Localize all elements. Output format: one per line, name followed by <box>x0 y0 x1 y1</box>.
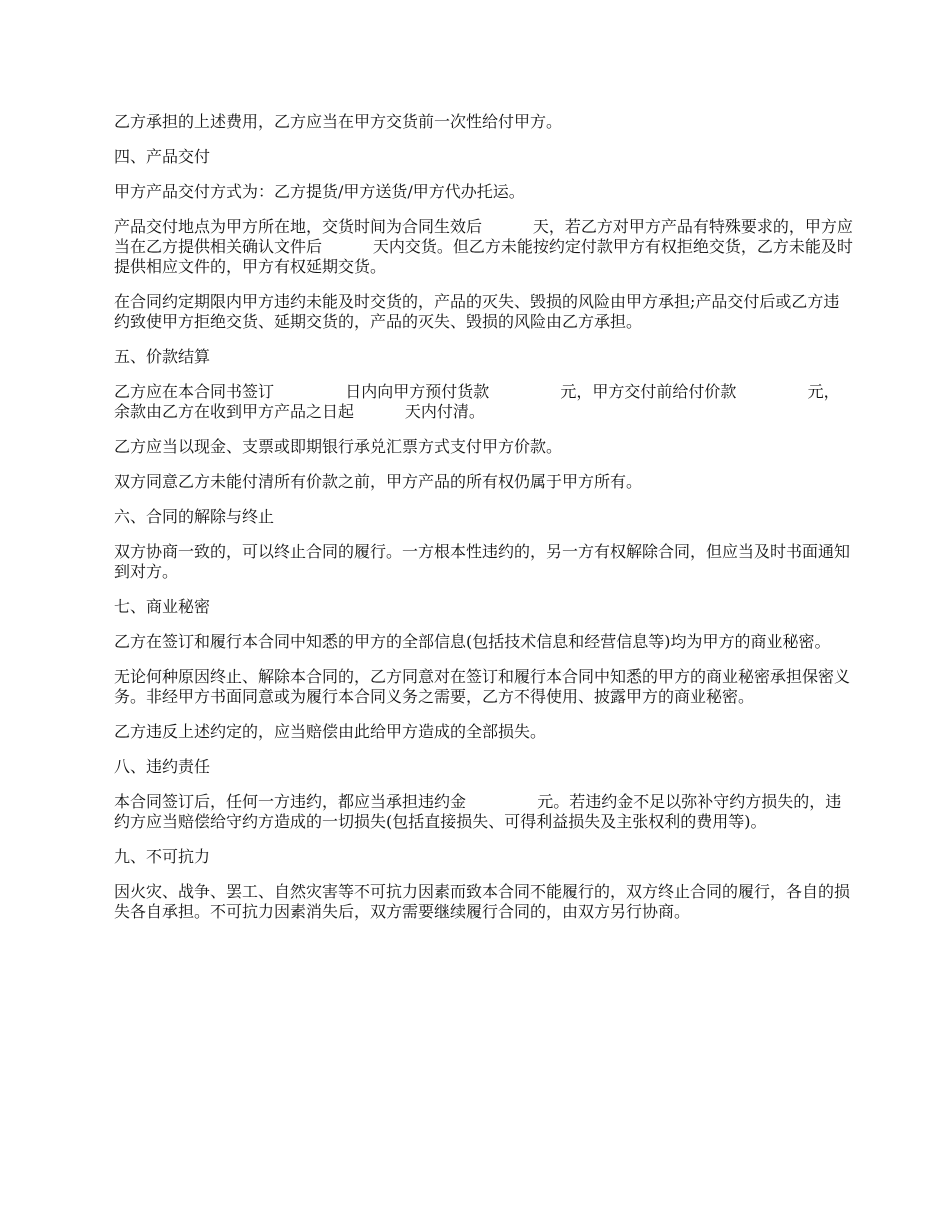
paragraph: 无论何种原因终止、解除本合同的，乙方同意对在签订和履行本合同中知悉的甲方的商业秘密承担保密义务。非经甲方书面同意或为履行本合同义务之需要，乙方不得使用、披露甲方的商业秘密。 <box>114 667 851 706</box>
paragraph: 乙方承担的上述费用，乙方应当在甲方交货前一次性给付甲方。 <box>114 112 563 131</box>
paragraph: 本合同签订后，任何一方违约，都应当承担违约金 元。若违约金不足以弥补守约方损失的，违约方应当赔偿给守约方造成的一切损失(包括直接损失、可得利益损失及主张权利的费用等)。 <box>114 792 842 831</box>
paragraph: 乙方在签订和履行本合同中知悉的甲方的全部信息(包括技术信息和经营信息等)均为甲方的商业秘密。 <box>114 632 831 651</box>
document-body <box>114 112 854 937</box>
section-heading: 五、价款结算 <box>114 347 211 366</box>
section-heading: 六、合同的解除与终止 <box>114 507 275 526</box>
section-heading: 四、产品交付 <box>114 147 211 166</box>
paragraph: 乙方应当以现金、支票或即期银行承兑汇票方式支付甲方价款。 <box>114 437 563 456</box>
paragraph: 因火灾、战争、罢工、自然灾害等不可抗力因素而致本合同不能履行的，双方终止合同的履行，各自的损失各自承担。不可抗力因素消失后，双方需要继续履行合同的，由双方另行协商。 <box>114 882 851 921</box>
paragraph: 在合同约定期限内甲方违约未能及时交货的，产品的灭失、毁损的风险由甲方承担;产品交付后或乙方违约致使甲方拒绝交货、延期交货的，产品的灭失、毁损的风险由乙方承担。 <box>114 292 840 331</box>
paragraph: 产品交付地点为甲方所在地，交货时间为合同生效后 天，若乙方对甲方产品有特殊要求的，甲方应当在乙方提供相关确认文件后 天内交货。但乙方未能按约定付款甲方有权拒绝交货，乙方未能及时提供相应文件的，甲方有权延期交货。 <box>114 217 853 276</box>
paragraph: 双方协商一致的，可以终止合同的履行。一方根本性违约的，另一方有权解除合同，但应当及时书面通知到对方。 <box>114 542 851 581</box>
paragraph: 双方同意乙方未能付清所有价款之前，甲方产品的所有权仍属于甲方所有。 <box>114 472 643 491</box>
paragraph: 乙方违反上述约定的，应当赔偿由此给甲方造成的全部损失。 <box>114 722 547 741</box>
paragraph: 乙方应在本合同书签订 日内向甲方预付货款 元，甲方交付前给付价款 元，余款由乙方在收到甲方产品之日起 天内付清。 <box>114 382 840 421</box>
section-heading: 八、违约责任 <box>114 757 211 776</box>
section-heading: 九、不可抗力 <box>114 847 211 866</box>
paragraph: 甲方产品交付方式为：乙方提货/甲方送货/甲方代办托运。 <box>114 182 525 201</box>
section-heading: 七、商业秘密 <box>114 597 211 616</box>
